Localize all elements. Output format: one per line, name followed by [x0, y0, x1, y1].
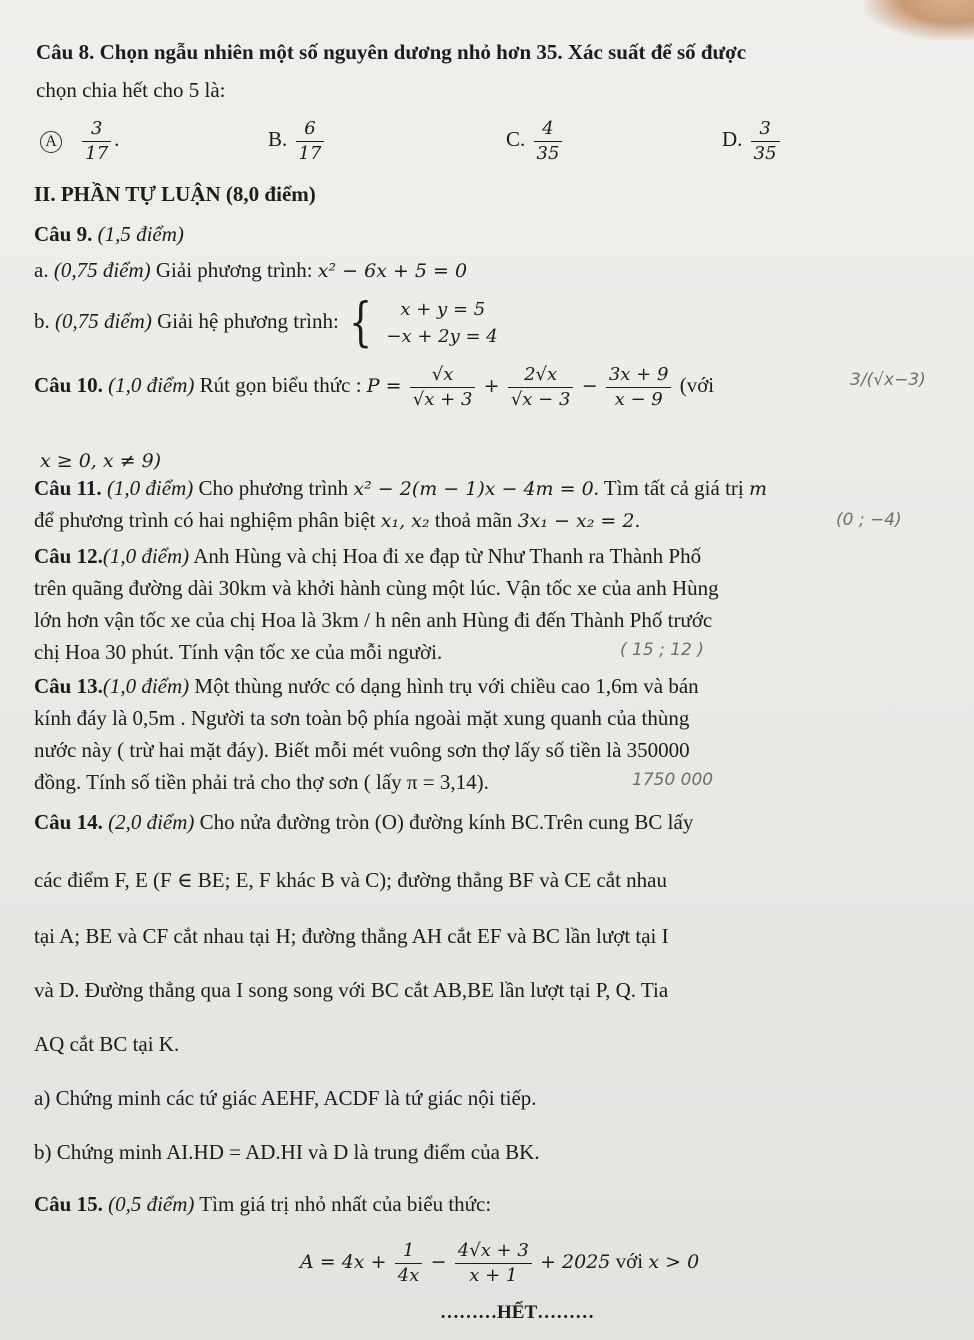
- q11-line2: để phương trình có hai nghiệm phân biệt x₁, x₂ thoả mãn 3x₁ − x₂ = 2.: [34, 508, 641, 532]
- q10-fraction-2: $\frac{2√x}{√x - 3}$: [508, 364, 574, 410]
- q8-line1: [36, 40, 746, 65]
- q10-condition: x ≥ 0, x ≠ 9): [40, 450, 162, 472]
- q8-option-d[interactable]: D. $\frac{3}{35}$: [722, 118, 783, 164]
- end-marker: ………HẾT………: [440, 1302, 595, 1323]
- section-title: II. PHẦN TỰ LUẬN (8,0 điểm): [34, 182, 316, 206]
- option-c-fraction: $\frac{4}{35}$: [534, 118, 563, 164]
- q13-line2: kính đáy là 0,5m . Người ta sơn toàn bộ phía ngoài mặt xung quanh của thùng: [34, 706, 690, 730]
- q11-line1: Câu 11. (1,0 điểm) Cho phương trình x² − 2(m − 1)x − 4m = 0. Tìm tất cả giá trị m: [34, 476, 768, 500]
- q10-fraction-3: $\frac{3x + 9}{x - 9}$: [606, 364, 672, 410]
- q13-line4: đồng. Tính số tiền phải trả cho thợ sơn ( lấy π = 3,14).: [34, 770, 489, 794]
- q10-handwritten-note: 3/(√x−3): [850, 370, 926, 390]
- q8-option-c[interactable]: C. $\frac{4}{35}$: [506, 118, 565, 164]
- q15-fraction-1: $\frac{1}{4x}$: [395, 1240, 423, 1286]
- q11-handwritten-note: (0 ; −4): [836, 510, 902, 530]
- q8-option-a[interactable]: A $\frac{3}{17}$ .: [40, 118, 119, 164]
- option-a-circle: A: [40, 131, 62, 153]
- q14-part-b: b) Chứng minh AI.HD = AD.HI và D là trung điểm của BK.: [34, 1140, 540, 1164]
- q14-line1: Câu 14. (2,0 điểm) Cho nửa đường tròn (O) đường kính BC.Trên cung BC lấy: [34, 810, 694, 834]
- q14-line4: và D. Đường thẳng qua I song song với BC cắt AB,BE lần lượt tại P, Q. Tia: [34, 978, 669, 1002]
- q15-expression: A = 4x + $\frac{1}{4x}$ − $\frac{4√x + 3}{x + 1}$ + 2025 với x > 0: [300, 1240, 700, 1286]
- q12-line1: Câu 12.(1,0 điểm) Anh Hùng và chị Hoa đi xe đạp từ Như Thanh ra Thành Phố: [34, 544, 702, 568]
- q12-line4: chị Hoa 30 phút. Tính vận tốc xe của mỗi người.: [34, 640, 443, 664]
- q10-fraction-1: $\frac{√x}{√x + 3}$: [410, 364, 476, 410]
- q15-fraction-2: $\frac{4√x + 3}{x + 1}$: [455, 1240, 532, 1286]
- q15-heading: Câu 15. (0,5 điểm) Tìm giá trị nhỏ nhất của biểu thức:: [34, 1192, 492, 1216]
- q8-option-b[interactable]: B. $\frac{6}{17}$: [268, 118, 327, 164]
- option-a-fraction: $\frac{3}{17}$: [82, 118, 111, 164]
- q10-line: Câu 10. (1,0 điểm) Rút gọn biểu thức : P = $\frac{√x}{√x + 3}$ + $\frac{2√x}{√x - 3}$ − $\frac{3x + 9}{x - 9}$ (với: [34, 364, 715, 410]
- q8-text: Câu 8. Chọn ngẫu nhiên một số nguyên dương nhỏ hơn 35. Xác suất để số được: [36, 40, 747, 64]
- q14-line2: các điểm F, E (F ∈ BE; E, F khác B và C); đường thẳng BF và CE cắt nhau: [34, 868, 668, 892]
- q13-line1: Câu 13.(1,0 điểm) Một thùng nước có dạng hình trụ với chiều cao 1,6m và bán: [34, 674, 699, 698]
- q9-a: a. (0,75 điểm) Giải phương trình: x² − 6x + 5 = 0: [34, 258, 468, 282]
- q13-handwritten-note: 1750 000: [632, 770, 714, 790]
- finger-shadow: [864, 0, 974, 40]
- option-b-fraction: $\frac{6}{17}$: [296, 118, 325, 164]
- option-d-fraction: $\frac{3}{35}$: [751, 118, 780, 164]
- q12-line2: trên quãng đường dài 30km và khởi hành cùng một lúc. Vận tốc xe của anh Hùng: [34, 576, 719, 600]
- system-brace: {: [348, 293, 373, 353]
- q14-part-a: a) Chứng minh các tứ giác AEHF, ACDF là tứ giác nội tiếp.: [34, 1086, 537, 1110]
- q9-b: b. (0,75 điểm) Giải hệ phương trình: { x + y = 5 −x + 2y = 4: [34, 293, 498, 353]
- q12-line3: lớn hơn vận tốc xe của chị Hoa là 3km / h nên anh Hùng đi đến Thành Phố trước: [34, 608, 713, 632]
- system-equations: x + y = 5 −x + 2y = 4: [386, 299, 498, 347]
- q9-heading: Câu 9. (1,5 điểm): [34, 222, 184, 246]
- q13-line3: nước này ( trừ hai mặt đáy). Biết mỗi mét vuông sơn thợ lấy số tiền là 350000: [34, 738, 690, 762]
- q14-line3: tại A; BE và CF cắt nhau tại H; đường thẳng AH cắt EF và BC lần lượt tại I: [34, 924, 669, 948]
- q14-line5: AQ cắt BC tại K.: [34, 1032, 180, 1056]
- q12-handwritten-note: ( 15 ; 12 ): [620, 640, 704, 660]
- q8-line2: chọn chia hết cho 5 là:: [36, 78, 226, 102]
